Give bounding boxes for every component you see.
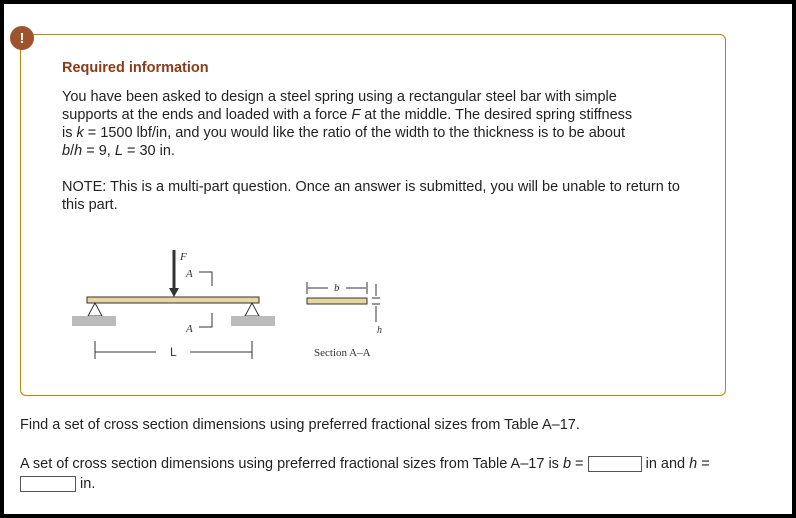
h-answer-input[interactable] [20, 476, 76, 492]
b-answer-input[interactable] [588, 456, 642, 472]
b-variable: b [562, 456, 572, 472]
var-F: F [351, 107, 361, 123]
para-text: is [62, 125, 77, 141]
section-label-top: A [186, 268, 193, 280]
section-cut-top [199, 272, 212, 286]
right-support [245, 303, 259, 316]
var-L: L [114, 143, 123, 159]
para-text: = 30 in. [122, 143, 175, 159]
para-line-1: You have been asked to design a steel spring using a rectangular steel bar with simple [62, 89, 617, 105]
alert-symbol: ! [19, 29, 25, 47]
answer-mid: in and [641, 456, 690, 472]
info-title: Required information [62, 60, 209, 76]
h-variable: h [689, 456, 698, 472]
left-support [88, 303, 102, 316]
page [4, 4, 792, 514]
section-label-bottom: A [186, 323, 193, 335]
question-prompt: Find a set of cross section dimensions using preferred fractional sizes from Table A–17. [20, 417, 580, 433]
section-caption: Section A–A [314, 347, 371, 359]
para-text: at the middle. The desired spring stiffness [360, 107, 633, 123]
para-text: / [70, 143, 75, 159]
var-b: b [62, 143, 71, 159]
answer-sentence [20, 454, 780, 494]
info-paragraph [62, 88, 692, 160]
force-label: F [180, 251, 187, 263]
thickness-label: h [377, 325, 382, 336]
left-ground [72, 316, 116, 326]
cross-section-rect [307, 298, 367, 304]
force-arrowhead [169, 288, 179, 297]
h-equals: = [697, 456, 710, 472]
info-note: NOTE: This is a multi-part question. Once an answer is submitted, you will be unable to return to this part. [62, 179, 680, 213]
right-ground [231, 316, 275, 326]
alert-icon [10, 26, 34, 50]
answer-suffix: in. [76, 476, 96, 492]
section-cut-bottom [199, 313, 212, 327]
length-label: L [170, 345, 177, 359]
para-text: = 9, [82, 143, 115, 159]
answer-prefix: A set of cross section dimensions using preferred fractional sizes from Table A–17 is [20, 456, 563, 472]
width-label: b [334, 282, 340, 294]
b-equals: = [571, 456, 588, 472]
beam-figure [64, 244, 394, 364]
var-h: h [74, 143, 83, 159]
para-text: supports at the ends and loaded with a force [62, 107, 352, 123]
beam [87, 297, 259, 303]
para-text: = 1500 lbf/in, and you would like the ratio of the width to the thickness is to be about [83, 125, 626, 141]
var-k: k [76, 125, 84, 141]
beam-diagram [72, 250, 380, 359]
